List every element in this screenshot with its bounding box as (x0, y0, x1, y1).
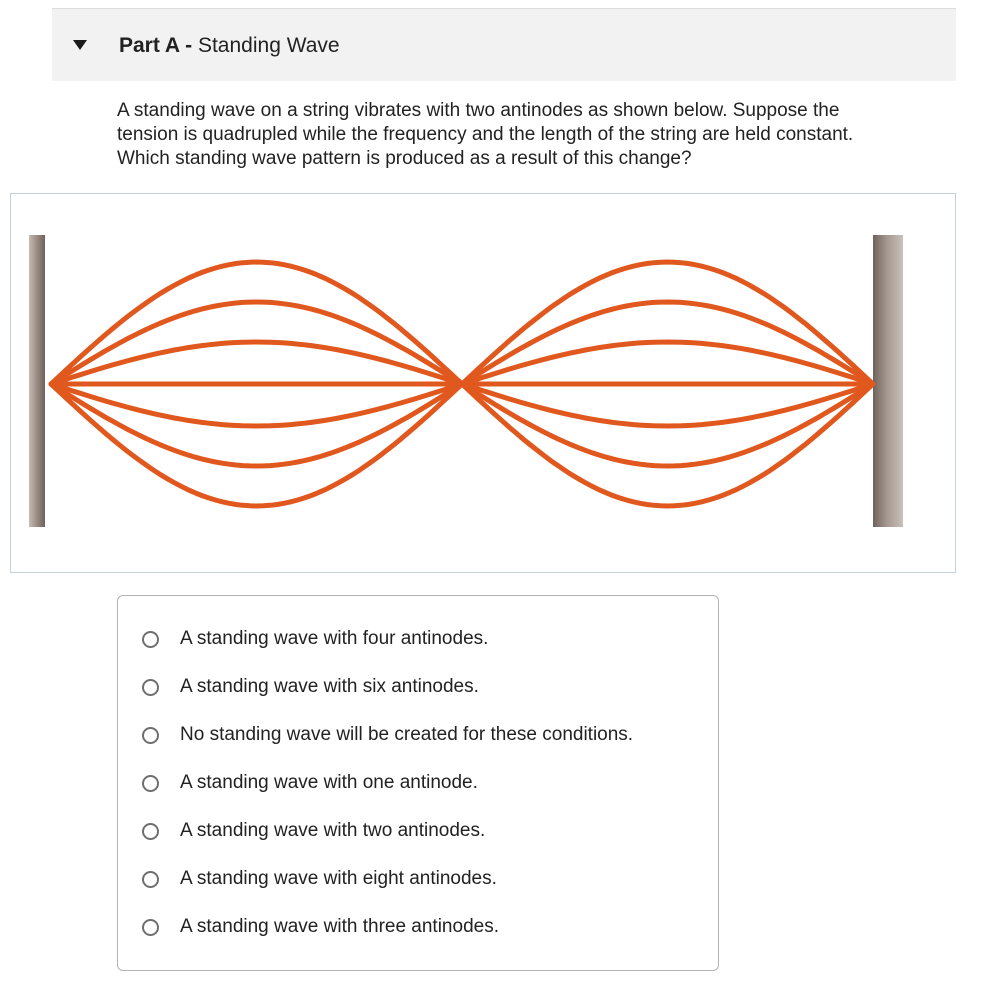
choice-four-antinodes[interactable] (142, 624, 488, 654)
part-label: Part A - (119, 34, 193, 57)
left-post (29, 235, 45, 527)
radio-button[interactable] (142, 727, 159, 744)
choice-six-antinodes[interactable] (142, 672, 479, 702)
question-text (117, 99, 947, 171)
radio-button[interactable] (142, 679, 159, 696)
choice-eight-antinodes[interactable] (142, 864, 497, 894)
standing-wave-figure (10, 193, 956, 573)
choice-label: A standing wave with eight antinodes. (180, 868, 497, 889)
choice-label: A standing wave with six antinodes. (180, 676, 479, 697)
radio-button[interactable] (142, 823, 159, 840)
question-line-2: tension is quadrupled while the frequency and the length of the string are held constant. (117, 124, 854, 145)
radio-button[interactable] (142, 775, 159, 792)
right-post (873, 235, 903, 527)
choice-label: A standing wave with two antinodes. (180, 820, 486, 841)
choice-label: A standing wave with one antinode. (180, 772, 478, 793)
choice-label: A standing wave with three antinodes. (180, 916, 499, 937)
choice-label: No standing wave will be created for these conditions. (180, 724, 634, 745)
collapse-triangle-icon[interactable] (73, 40, 87, 52)
wave-loops (51, 262, 873, 506)
radio-button[interactable] (142, 631, 159, 648)
radio-button[interactable] (142, 871, 159, 888)
part-title (119, 33, 340, 59)
choice-three-antinodes[interactable] (142, 912, 499, 942)
choice-one-antinode[interactable] (142, 768, 478, 798)
question-line-3: Which standing wave pattern is produced as a result of this change? (117, 148, 692, 169)
answer-choices (117, 595, 719, 971)
question-line-1: A standing wave on a string vibrates with two antinodes as shown below. Suppose the (117, 100, 840, 121)
standing-wave-diagram (11, 194, 955, 572)
radio-button[interactable] (142, 919, 159, 936)
choice-label: A standing wave with four antinodes. (180, 628, 489, 649)
choice-two-antinodes[interactable] (142, 816, 485, 846)
part-name: Standing Wave (197, 34, 340, 57)
choice-no-standing-wave[interactable] (142, 720, 633, 750)
